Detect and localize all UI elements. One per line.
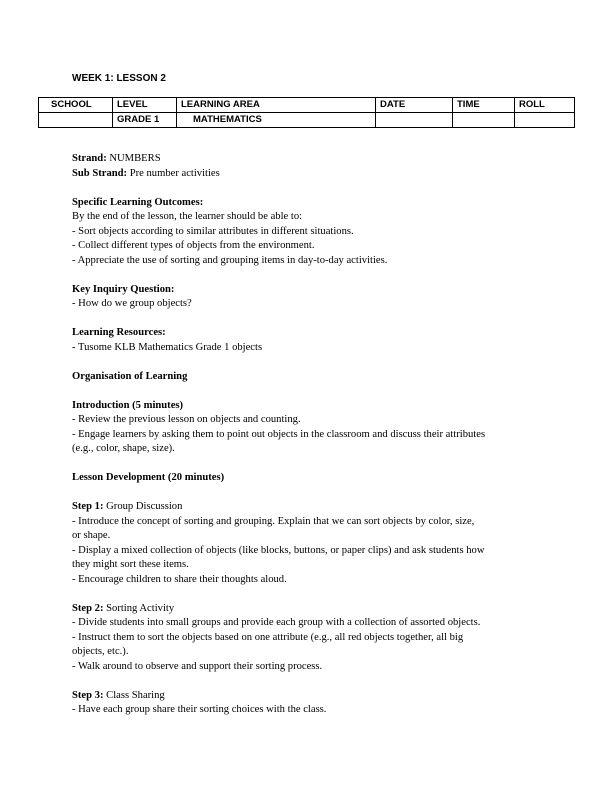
lesson-body [72,152,552,718]
step2-name: Sorting Activity [103,602,175,614]
step1-line: - Introduce the concept of sorting and grouping. Explain that we can sort objects by color, size, [72,515,475,527]
table-value-row [39,113,575,128]
step3-name: Class Sharing [103,689,165,701]
roll-header: ROLL [515,98,575,113]
step1-line: - Display a mixed collection of objects (like blocks, buttons, or paper clips) and ask students how [72,544,485,556]
date-cell [376,113,453,128]
resources-item: - Tusome KLB Mathematics Grade 1 objects [72,341,263,353]
strand-label: Strand: [72,153,107,164]
introduction-line: - Review the previous lesson on objects and counting. [72,414,301,425]
step3-heading [72,689,552,704]
step1-line: - Encourage children to share their thoughts aloud. [72,573,287,585]
outcomes-title: Specific Learning Outcomes: [72,196,204,208]
organisation-title: Organisation of Learning [72,370,188,382]
outcome-item: - Collect different types of objects from the environment. [72,240,315,251]
step1-label: Step 1: [72,501,104,512]
strand-line [72,152,552,167]
roll-cell [515,113,575,128]
inquiry-item: - How do we group objects? [72,298,192,309]
week-lesson-heading: WEEK 1: LESSON 2 [72,73,166,84]
level-header: LEVEL [113,98,177,113]
school-cell [39,113,113,128]
step2-line: - Instruct them to sort the objects based on one attribute (e.g., all red objects together, all big [72,631,464,643]
introduction-title: Introduction (5 minutes) [72,399,184,411]
step1-line: they might sort these items. [72,559,189,570]
outcome-item: - Sort objects according to similar attributes in different situations. [72,225,354,237]
development-title: Lesson Development (20 minutes) [72,472,225,483]
step2-line: - Walk around to observe and support their sorting process. [72,660,323,672]
step2-line: objects, etc.). [72,646,129,657]
strand-value: NUMBERS [106,153,161,164]
introduction-line: (e.g., color, shape, size). [72,443,175,454]
step2-line: - Divide students into small groups and provide each group with a collection of assorted objects. [72,617,481,628]
lesson-info-table [38,97,575,128]
learning-area-header: LEARNING AREA [177,98,376,113]
school-header: SCHOOL [39,98,113,113]
outcomes-intro: By the end of the lesson, the learner should be able to: [72,211,303,222]
time-cell [453,113,515,128]
inquiry-title: Key Inquiry Question: [72,283,175,295]
learning-area-cell: MATHEMATICS [177,113,376,128]
sub-strand-line [72,167,552,182]
step1-heading [72,500,552,515]
outcome-item: - Appreciate the use of sorting and grouping items in day-to-day activities. [72,254,388,266]
step2-heading [72,602,552,617]
step2-label: Step 2: [72,602,104,614]
time-header: TIME [453,98,515,113]
sub-strand-label: Sub Strand: [72,167,128,179]
step1-name: Group Discussion [103,501,183,512]
date-header: DATE [376,98,453,113]
step3-label: Step 3: [72,689,104,701]
step3-line: - Have each group share their sorting choices with the class. [72,704,327,715]
sub-strand-value: Pre number activities [127,167,220,179]
level-cell: GRADE 1 [113,113,177,128]
table-header-row [39,98,575,113]
step1-line: or shape. [72,530,111,541]
introduction-line: - Engage learners by asking them to point out objects in the classroom and discuss their attributes [72,428,486,440]
resources-title: Learning Resources: [72,327,166,338]
